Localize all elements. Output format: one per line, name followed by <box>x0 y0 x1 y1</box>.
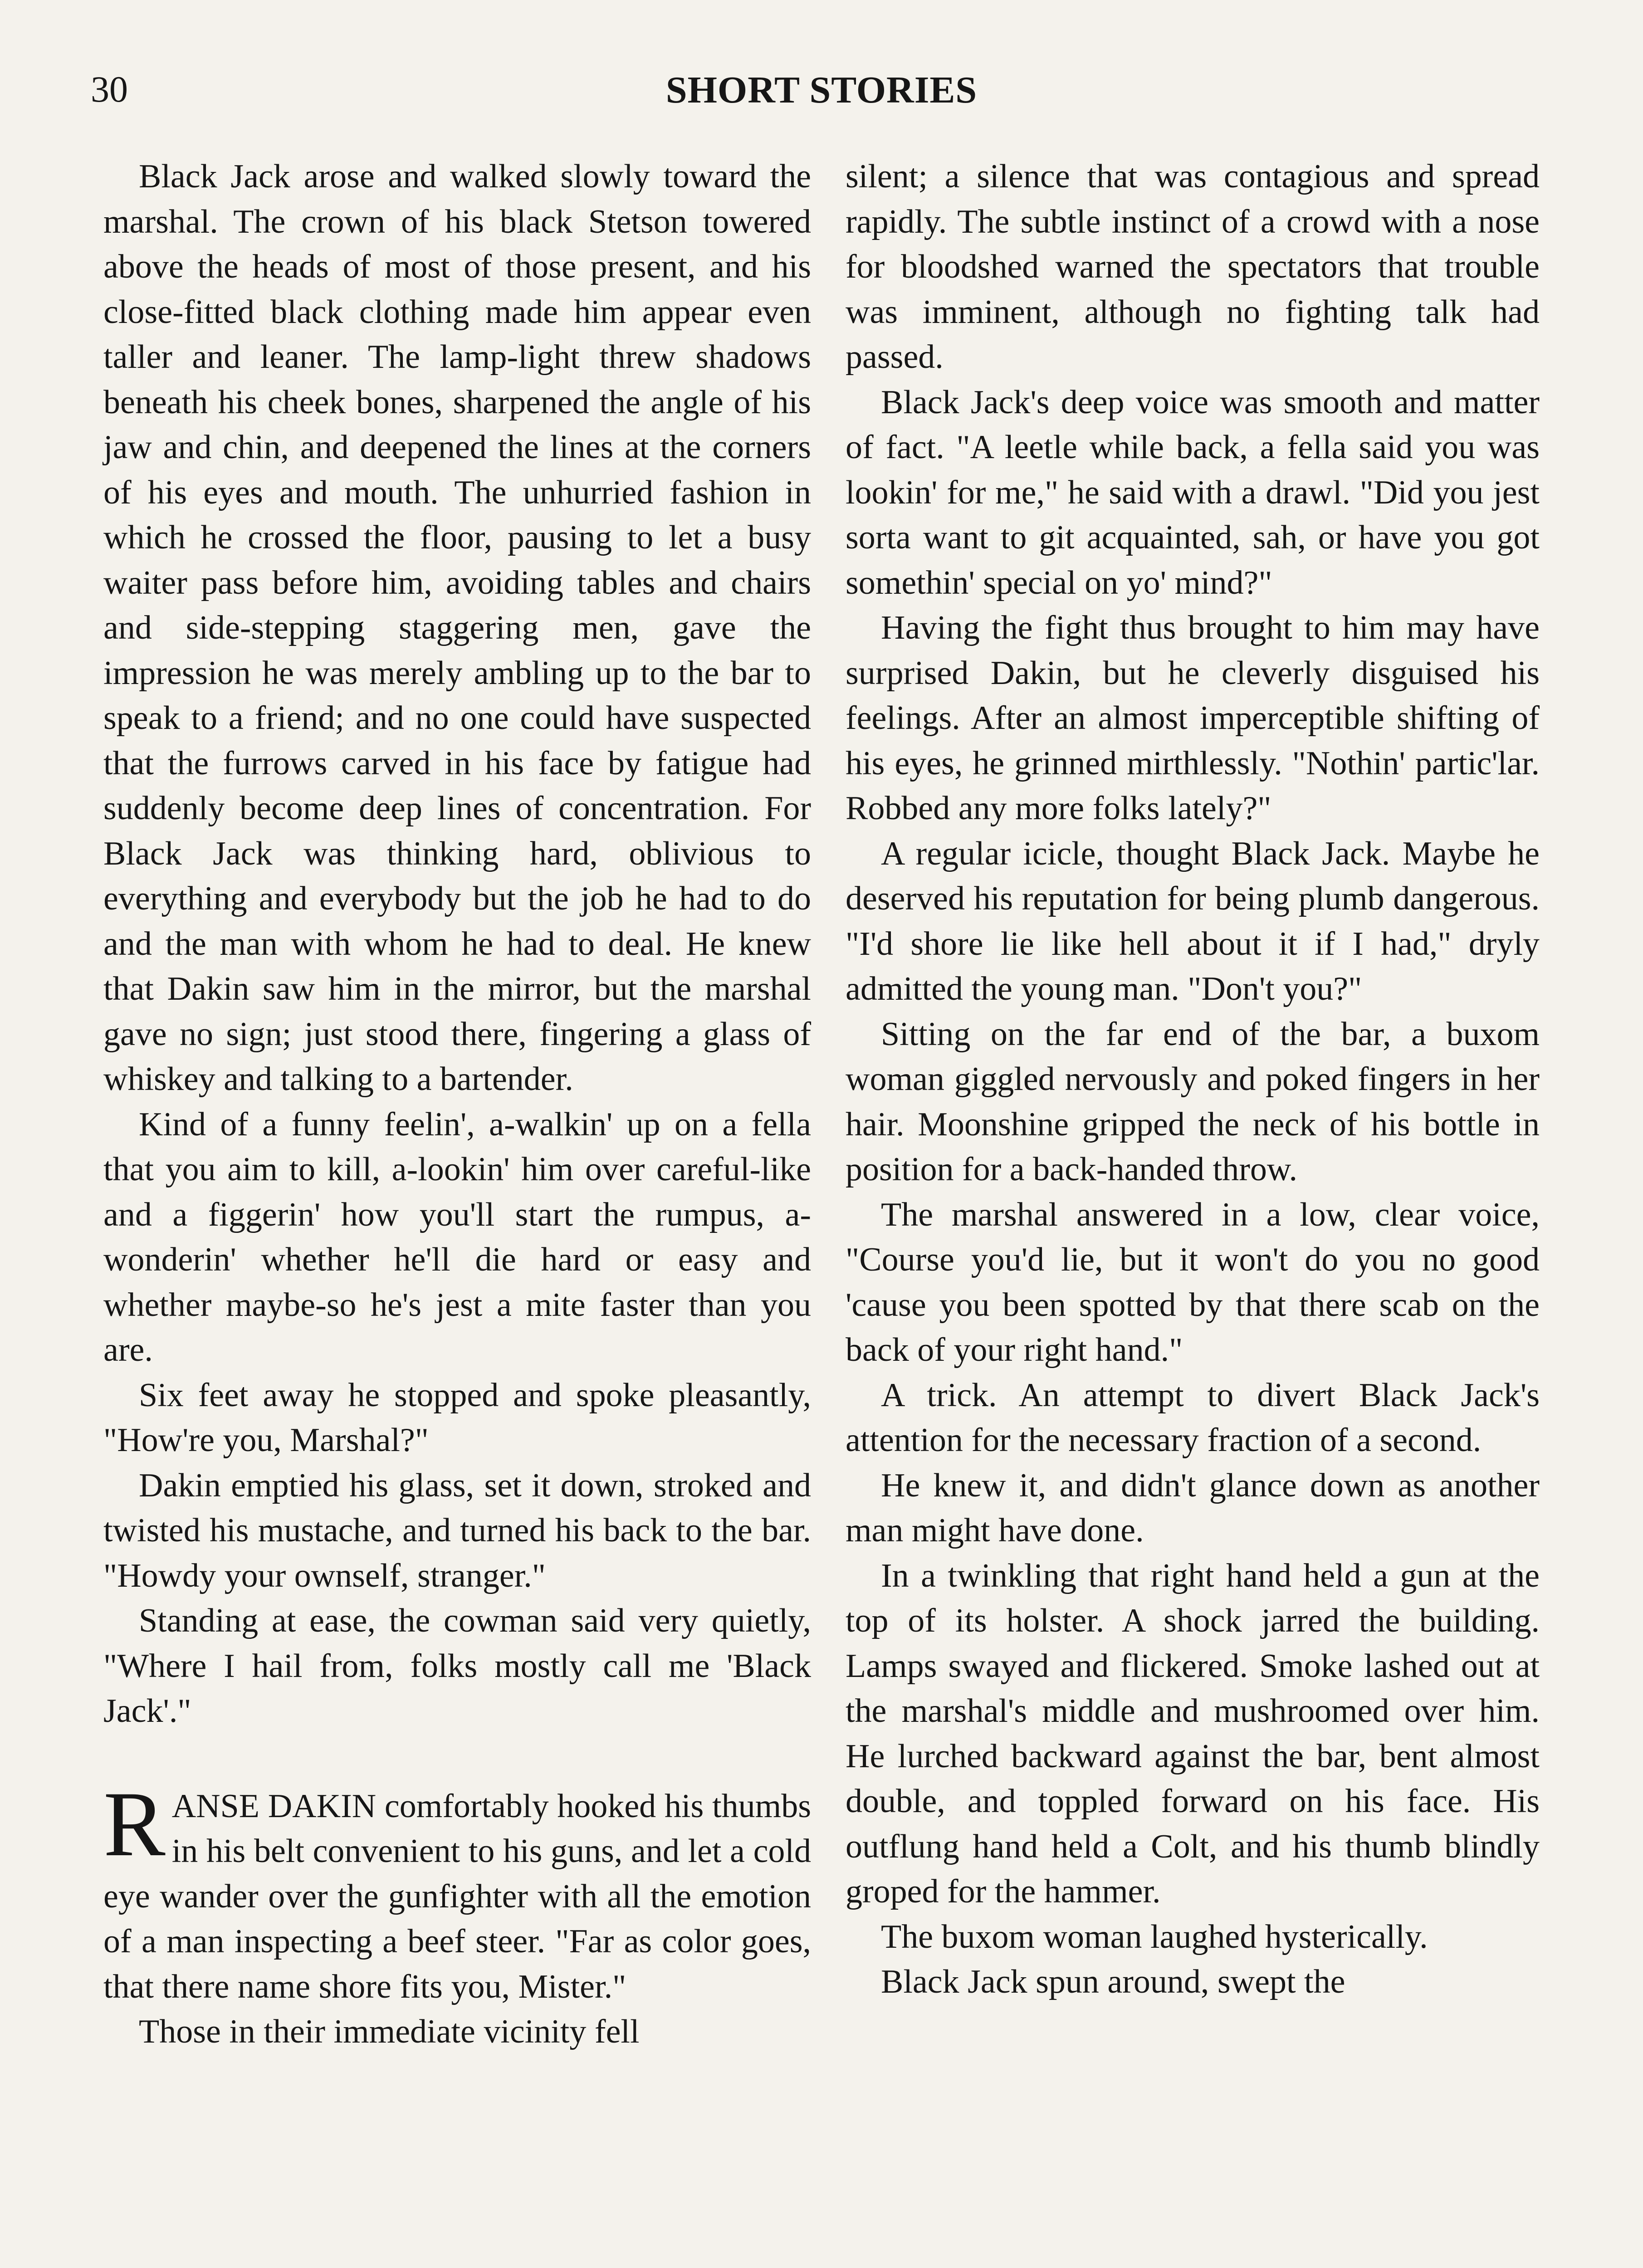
paragraph: The marshal answered in a low, clear voice, "Course you'd lie, but it won't do you no good 'cause you been spotted by that there scab on the back of your right hand." <box>846 1196 1540 1369</box>
section-text: ANSE DAKIN comfortably hooked his thumbs in his belt convenient to his guns, and let a cold eye wander over the gunfighter with all the emotion of a man inspecting a beef steer. "Far as color goes, that there name shore fits you, Mister." <box>103 1787 811 2005</box>
running-head: SHORT STORIES <box>665 69 978 111</box>
right-column <box>846 154 1540 2005</box>
paragraph: Kind of a funny feelin', a-walkin' up on a fella that you aim to kill, a-lookin' him over careful-like and a figgerin' how you'll start the rumpus, a-wonderin' whether he'll die hard or easy and whether maybe-so he's jest a mite faster than you are. <box>103 1105 811 1369</box>
paragraph: He knew it, and didn't glance down as another man might have done. <box>846 1466 1540 1549</box>
paragraph: Black Jack's deep voice was smooth and matter of fact. "A leetle while back, a fella said you was lookin' for me," he said with a drawl. "Did you jest sorta want to git acquainted, sah, or have you got somethin' special on yo' mind?" <box>846 383 1540 601</box>
page-number: 30 <box>91 68 128 110</box>
paragraph: Having the fight thus brought to him may have surprised Dakin, but he cleverly disguised his feelings. After an almost imperceptible shifting of his eyes, he grinned mirthlessly. "Nothin' partic'lar. Robbed any more folks lately?" <box>846 609 1540 827</box>
left-column <box>103 154 811 2055</box>
drop-cap: R <box>103 1772 166 1876</box>
paragraph: Sitting on the far end of the bar, a buxom woman giggled nervously and poked fingers in her hair. Moonshine gripped the neck of his bottle in position for a back-handed throw. <box>846 1015 1540 1188</box>
section-opening-paragraph <box>103 1772 811 2010</box>
continued-paragraph: silent; a silence that was contagious and spread rapidly. The subtle instinct of a crowd with a nose for bloodshed warned the spectators that trouble was imminent, although no fighting talk had passed. <box>846 158 1540 376</box>
paragraph: Dakin emptied his glass, set it down, stroked and twisted his mustache, and turned his back to the bar. "Howdy your ownself, stranger." <box>103 1466 811 1594</box>
paragraph: A trick. An attempt to divert Black Jack's attention for the necessary fraction of a second. <box>846 1376 1540 1459</box>
paragraph: Those in their immediate vicinity fell <box>139 2013 640 2050</box>
paragraph: Six feet away he stopped and spoke pleasantly, "How're you, Marshal?" <box>103 1376 811 1459</box>
paragraph: Black Jack arose and walked slowly toward the marshal. The crown of his black Stetson towered above the heads of most of those present, and his close-fitted black clothing made him appear even taller and leaner. The lamp-light threw shadows beneath his cheek bones, sharpened the angle of his jaw and chin, and deepened the lines at the corners of his eyes and mouth. The unhurried fashion in which he crossed the floor, pausing to let a busy waiter pass before him, avoiding tables and chairs and side-stepping staggering men, gave the impression he was merely ambling up to the bar to speak to a friend; and no one could have suspected that the furrows carved in his face by fatigue had suddenly become deep lines of concentration. For Black Jack was thinking hard, oblivious to everything and everybody but the job he had to do and the man with whom he had to deal. He knew that Dakin saw him in the mirror, but the marshal gave no sign; just stood there, fingering a glass of whiskey and talking to a bartender. <box>103 158 811 1098</box>
paragraph: In a twinkling that right hand held a gun at the top of its holster. A shock jarred the building. Lamps swayed and flickered. Smoke lashed out at the marshal's middle and mushroomed over him. He lurched backward against the bar, bent almost double, and toppled forward on his face. His outflung hand held a Colt, and his thumb blindly groped for the hammer. <box>846 1557 1540 1910</box>
paragraph: The buxom woman laughed hysterically. <box>881 1918 1428 1955</box>
paragraph: Standing at ease, the cowman said very quietly, "Where I hail from, folks mostly call me 'Black Jack'." <box>103 1602 811 1730</box>
paragraph: Black Jack spun around, swept the <box>881 1963 1345 2000</box>
paragraph: A regular icicle, thought Black Jack. Maybe he deserved his reputation for being plumb dangerous. "I'd shore lie like hell about it if I had," dryly admitted the young man. "Don't you?" <box>846 835 1540 1007</box>
